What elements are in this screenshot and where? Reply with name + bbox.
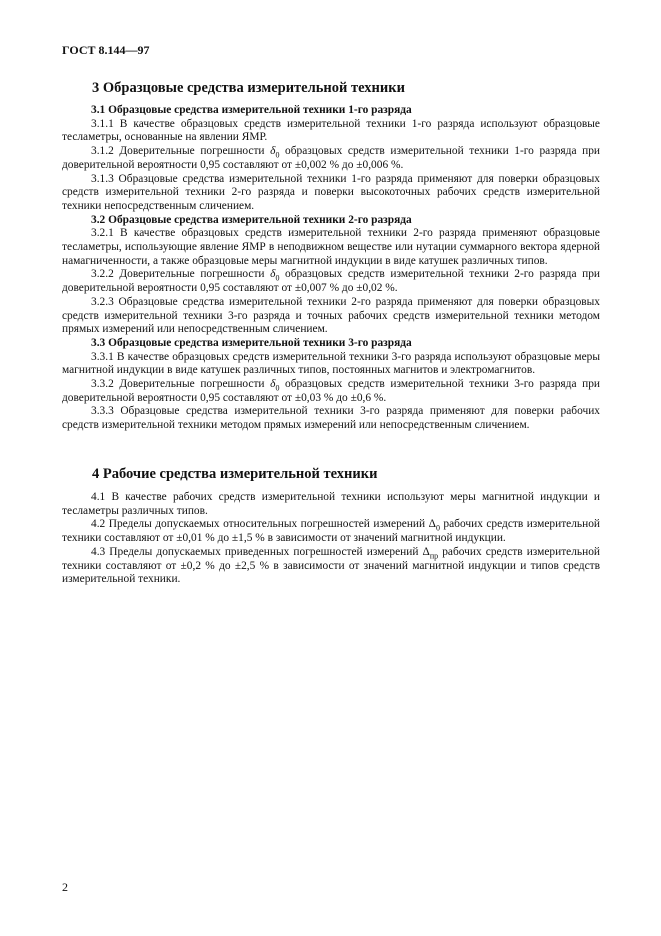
delta-subscript: 0: [275, 383, 280, 393]
section-4-body: [62, 491, 600, 587]
paragraph-3-3-3: 3.3.3 Образцовые средства измерительной техники 3-го разряда применяют для поверки рабочих средств измерительной техники методом прямых измерений или непосредственным сличением.: [62, 405, 600, 432]
paragraph-3-1-2-start: 3.1.2 Доверительные погрешности: [91, 145, 271, 158]
paragraph-4-2-start: 4.2 Пределы допускаемых относительных погрешностей измерений: [91, 518, 429, 531]
Delta-subscript-pr: пр: [429, 551, 439, 561]
delta-symbol: δ: [270, 378, 276, 391]
paragraph-4-3: [62, 546, 600, 587]
delta-subscript: 0: [275, 150, 280, 160]
paragraph-3-2-2-start: 3.2.2 Доверительные погрешности: [91, 268, 271, 281]
subsection-3-2-title: 3.2 Образцовые средства измерительной техники 2-го разряда: [91, 213, 412, 226]
paragraph-3-3-2-start: 3.3.2 Доверительные погрешности: [91, 378, 271, 391]
page-number: 2: [62, 880, 68, 894]
subsection-3-1-title: 3.1 Образцовые средства измерительной техники 1-го разряда: [91, 104, 412, 116]
paragraph-4-3-start: 4.3 Пределы допускаемых приведенных погрешностей измерений: [91, 545, 423, 558]
paragraph-4-1: 4.1 В качестве рабочих средств измерительной техники используют меры магнитной индукции и тесламетры различных типов.: [62, 491, 600, 517]
paragraph-3-3-2-end: образцовых средств измерительной техники 3-го разряда при доверительной вероятности 0,95 составляют от ±0,03 % до ±0,6 %.: [62, 378, 600, 404]
paragraph-4-2: [62, 518, 600, 545]
paragraph-3-1-2: [62, 145, 600, 172]
section-3-title: 3 Образцовые средства измерительной техники: [92, 80, 405, 96]
subsection-3-3-title: 3.3 Образцовые средства измерительной техники 3-го разряда: [91, 336, 412, 349]
paragraph-3-2-1: 3.2.1 В качестве образцовых средств измерительной техники 2-го разряда применяют образцовые тесламетры, использующие явление ЯМР в неподвижном веществе или нутации суммарного вектора ядерной намагниченности, а также образцовые меры магнитной индукции в виде катушек различных типов.: [62, 227, 600, 267]
paragraph-3-1-2-end: образцовых средств измерительной техники 1-го разряда при доверительной вероятности 0,95 составляют от ±0,002 % до ±0,006 %.: [62, 145, 600, 171]
delta-symbol: δ: [270, 145, 276, 158]
paragraph-4-2-end: рабочих средств измерительной техники составляют от ±0,01 % до ±1,5 % в зависимости от значений магнитной индукции.: [62, 518, 600, 545]
Delta-symbol: Δ: [422, 545, 430, 558]
paragraph-3-3-1: 3.3.1 В качестве образцовых средств измерительной техники 3-го разряда используют образцовые меры магнитной индукции в виде катушек различных типов, постоянных магнитов и электромагнитов.: [62, 350, 600, 377]
paragraph-3-2-2-end: образцовых средств измерительной техники 2-го разряда при доверительной вероятности 0,95 составляют от ±0,007 % до ±0,02 %.: [62, 268, 600, 295]
paragraph-3-1-3: 3.1.3 Образцовые средства измерительной техники 1-го разряда применяют для поверки образцовых средств измерительной техники 2-го разряда и поверки высокоточных рабочих средств измерительной техники непосредственным сличением.: [62, 172, 600, 212]
paragraph-4-3-end: рабочих средств измерительной техники составляют от ±0,2 % до ±2,5 % в зависимости от значений магнитной индукции и типов средств измерительной техники.: [62, 545, 600, 586]
delta-subscript: 0: [275, 273, 280, 283]
paragraph-3-2-3: 3.2.3 Образцовые средства измерительной техники 2-го разряда применяют для поверки образцовых средств измерительной техники 3-го разряда и точных рабочих средств измерительной техники методом прямых измерений или непосредственным сличением.: [62, 295, 600, 336]
Delta-subscript-0: 0: [435, 523, 440, 533]
paragraph-3-2-2: [62, 268, 600, 295]
section-3-body: [62, 104, 600, 433]
section-4-title: 4 Рабочие средства измерительной техники: [92, 466, 378, 482]
paragraph-3-1-1: 3.1.1 В качестве образцовых средств измерительной техники 1-го разряда используют образцовые тесламетры, основанные на явлении ЯМР.: [62, 117, 600, 144]
document-header: ГОСТ 8.144—97: [62, 43, 150, 57]
delta-symbol: δ: [270, 268, 276, 281]
Delta-symbol: Δ: [428, 518, 436, 531]
paragraph-3-3-2: [62, 378, 600, 405]
